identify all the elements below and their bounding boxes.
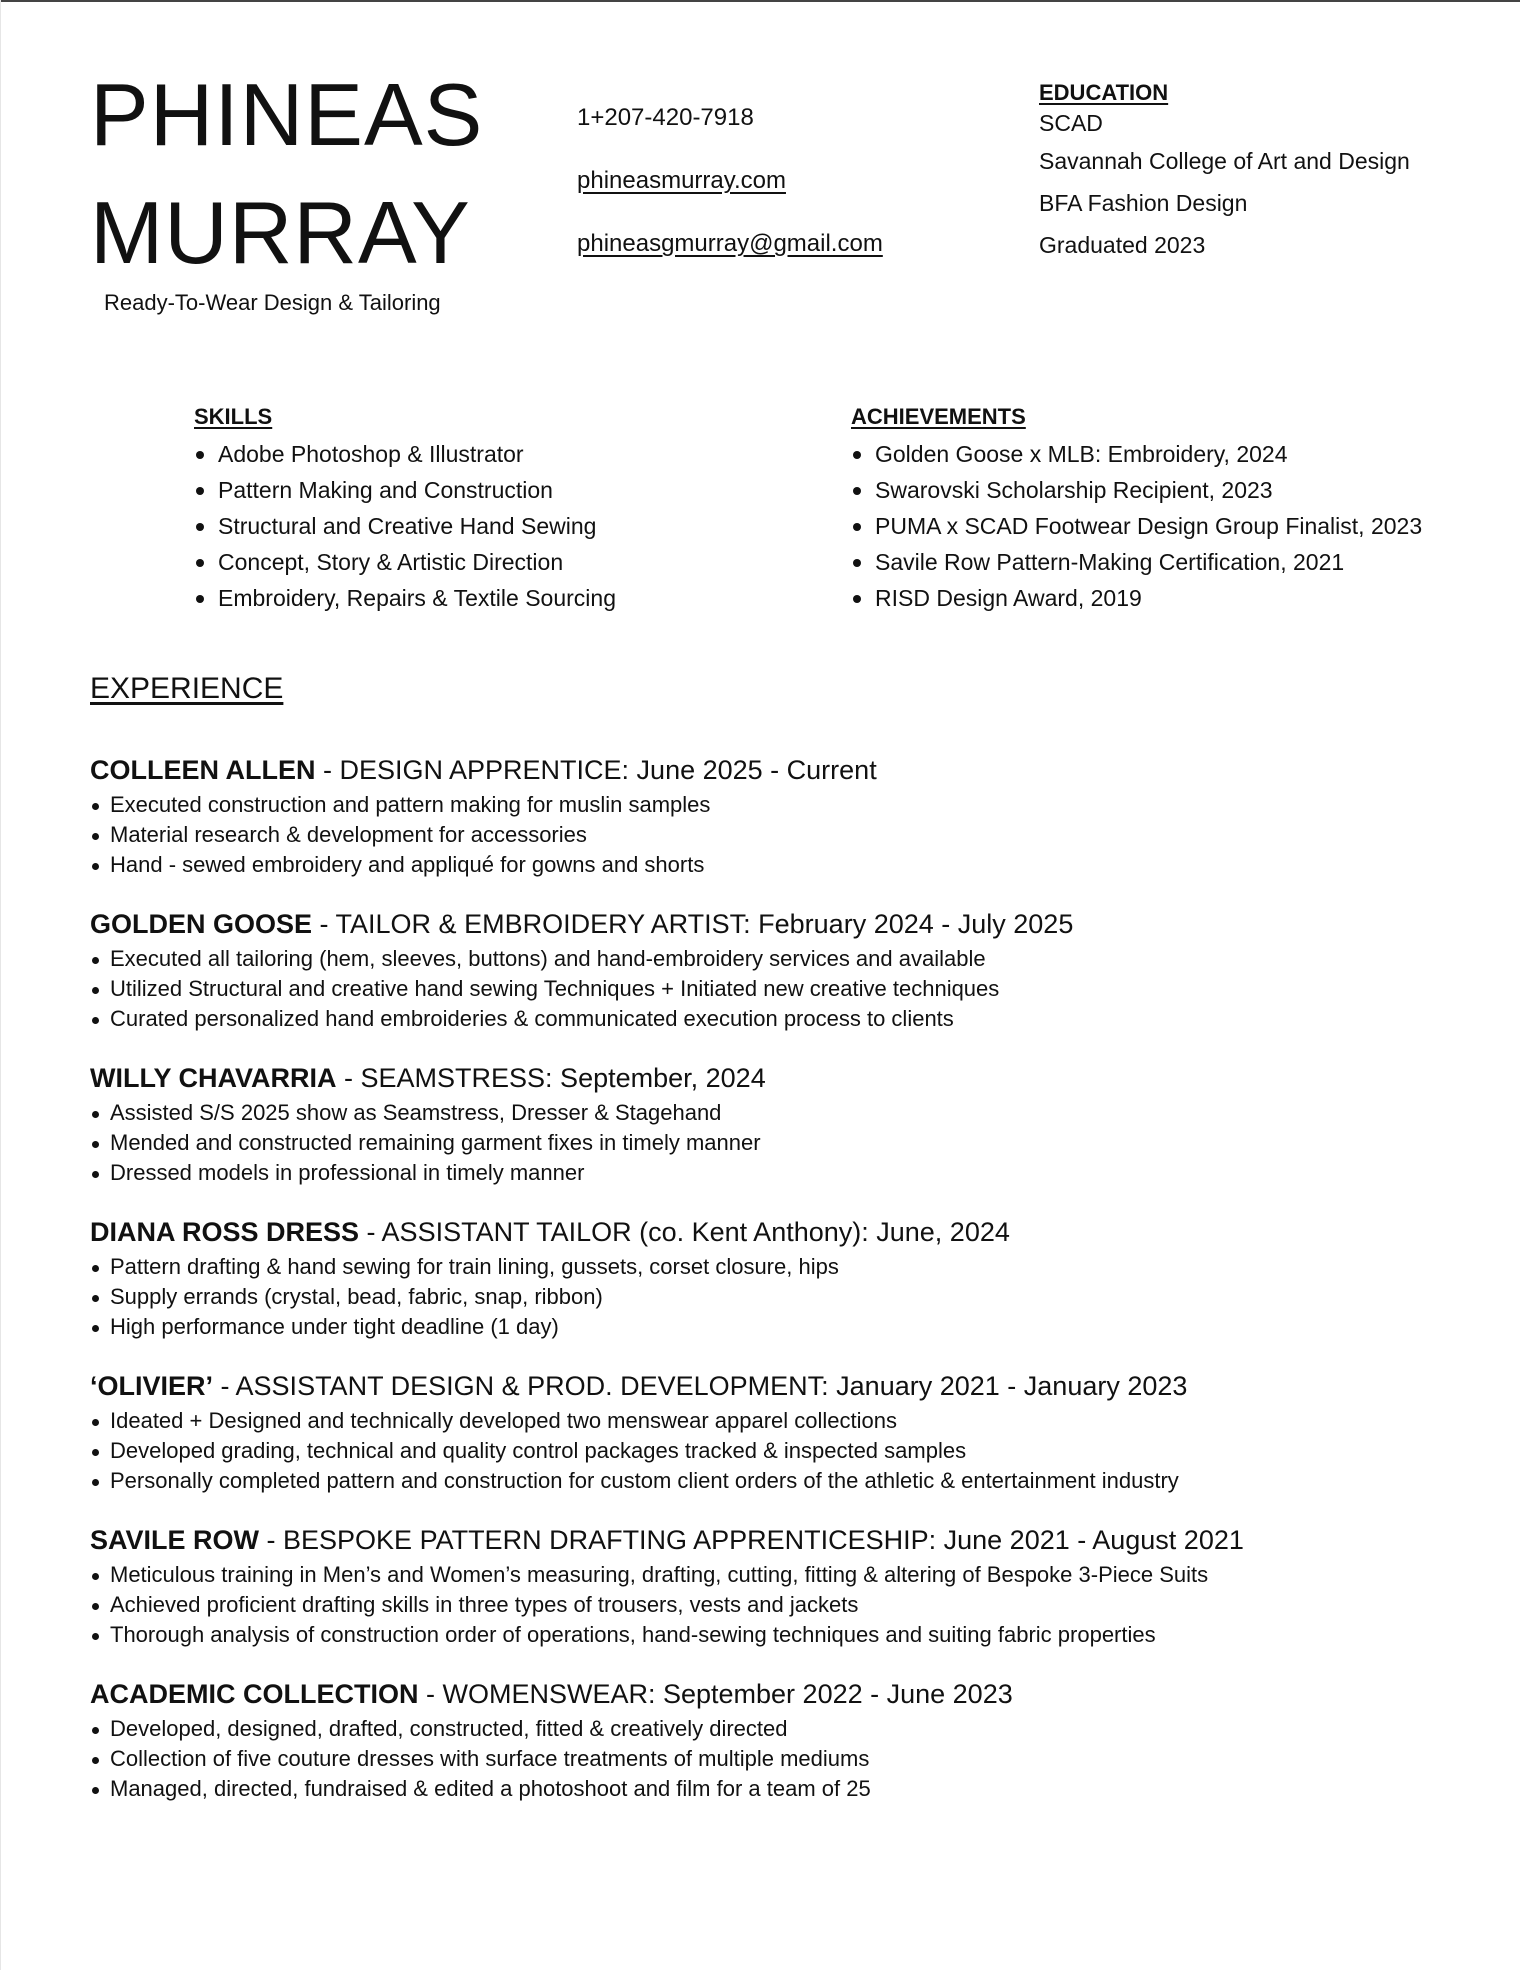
experience-heading: EXPERIENCE: [90, 672, 284, 705]
job-bullet: Meticulous training in Men’s and Women’s measuring, drafting, cutting, fitting & altering of Bespoke 3-Piece Suits: [90, 1560, 1470, 1590]
job-bullet: Achieved proficient drafting skills in three types of trousers, vests and jackets: [90, 1590, 1470, 1620]
achievement-item: Savile Row Pattern-Making Certification, 2021: [851, 544, 1422, 580]
job-header: [90, 1212, 1470, 1252]
candidate-name: [90, 56, 483, 292]
achievement-item: PUMA x SCAD Footwear Design Group Finalist, 2023: [851, 508, 1422, 544]
education-line: Savannah College of Art and Design: [1039, 148, 1410, 174]
page-top-border: [0, 0, 1520, 2]
page-left-border: [0, 0, 1, 1970]
job-role: - SEAMSTRESS: September, 2024: [336, 1063, 766, 1093]
skills-heading: SKILLS: [194, 404, 273, 429]
job-entry: [90, 750, 1470, 880]
phone-number: 1+207-420-7918: [577, 104, 754, 131]
job-header: [90, 750, 1470, 790]
job-entry: [90, 1674, 1470, 1804]
job-bullet: Executed all tailoring (hem, sleeves, buttons) and hand-embroidery services and available: [90, 944, 1470, 974]
job-bullet: Developed grading, technical and quality control packages tracked & inspected samples: [90, 1436, 1470, 1466]
skills-section: [194, 404, 616, 616]
education-section: [1039, 80, 1410, 266]
job-entry: [90, 1212, 1470, 1342]
job-bullet: Curated personalized hand embroideries & communicated execution process to clients: [90, 1004, 1470, 1034]
job-employer: COLLEEN ALLEN: [90, 755, 316, 785]
job-employer: GOLDEN GOOSE: [90, 909, 313, 939]
job-header: [90, 1674, 1470, 1714]
job-role: - TAILOR & EMBROIDERY ARTIST: February 2024 - July 2025: [312, 909, 1074, 939]
skill-item: Adobe Photoshop & Illustrator: [194, 436, 616, 472]
job-employer: ‘OLIVIER’: [90, 1371, 214, 1401]
experience-list: [90, 750, 1470, 1828]
job-role: - WOMENSWEAR: September 2022 - June 2023: [418, 1679, 1013, 1709]
achievement-item: Golden Goose x MLB: Embroidery, 2024: [851, 436, 1422, 472]
job-bullet: Hand - sewed embroidery and appliqué for gowns and shorts: [90, 850, 1470, 880]
job-entry: [90, 1366, 1470, 1496]
job-header: [90, 1058, 1470, 1098]
education-heading: EDUCATION: [1039, 80, 1169, 105]
job-bullet: Developed, designed, drafted, constructed, fitted & creatively directed: [90, 1714, 1470, 1744]
skill-item: Pattern Making and Construction: [194, 472, 616, 508]
job-header: [90, 1366, 1470, 1406]
job-bullet: Pattern drafting & hand sewing for train lining, gussets, corset closure, hips: [90, 1252, 1470, 1282]
website-link[interactable]: phineasmurray.com: [577, 167, 786, 194]
job-bullet: High performance under tight deadline (1 day): [90, 1312, 1470, 1342]
job-header: [90, 904, 1470, 944]
job-employer: WILLY CHAVARRIA: [90, 1063, 337, 1093]
skill-item: Structural and Creative Hand Sewing: [194, 508, 616, 544]
job-bullet: Assisted S/S 2025 show as Seamstress, Dresser & Stagehand: [90, 1098, 1470, 1128]
job-bullet: Executed construction and pattern making for muslin samples: [90, 790, 1470, 820]
job-role: - DESIGN APPRENTICE: June 2025 - Current: [315, 755, 877, 785]
achievement-item: Swarovski Scholarship Recipient, 2023: [851, 472, 1422, 508]
job-header: [90, 1520, 1470, 1560]
job-bullet: Mended and constructed remaining garment fixes in timely manner: [90, 1128, 1470, 1158]
first-name: PHINEAS: [90, 65, 484, 164]
job-bullet: Collection of five couture dresses with surface treatments of multiple mediums: [90, 1744, 1470, 1774]
job-employer: DIANA ROSS DRESS: [90, 1217, 360, 1247]
job-bullet: Ideated + Designed and technically developed two menswear apparel collections: [90, 1406, 1470, 1436]
contact-block: [577, 104, 883, 293]
skill-item: Embroidery, Repairs & Textile Sourcing: [194, 580, 616, 616]
email-link[interactable]: phineasgmurray@gmail.com: [577, 230, 883, 257]
job-bullet: Material research & development for accessories: [90, 820, 1470, 850]
achievements-heading: ACHIEVEMENTS: [851, 404, 1026, 429]
last-name: MURRAY: [90, 183, 471, 282]
achievements-list: [851, 436, 1422, 616]
job-role: - ASSISTANT DESIGN & PROD. DEVELOPMENT: January 2021 - January 2023: [213, 1371, 1188, 1401]
skills-list: [194, 436, 616, 616]
job-bullet: Thorough analysis of construction order of operations, hand-sewing techniques and suiting fabric properties: [90, 1620, 1470, 1650]
job-role: - BESPOKE PATTERN DRAFTING APPRENTICESHIP: June 2021 - August 2021: [259, 1525, 1244, 1555]
skill-item: Concept, Story & Artistic Direction: [194, 544, 616, 580]
job-role: - ASSISTANT TAILOR (co. Kent Anthony): June, 2024: [359, 1217, 1010, 1247]
education-line: Graduated 2023: [1039, 232, 1206, 258]
education-line: BFA Fashion Design: [1039, 190, 1248, 216]
job-entry: [90, 1058, 1470, 1188]
achievement-item: RISD Design Award, 2019: [851, 580, 1422, 616]
job-bullet: Utilized Structural and creative hand sewing Techniques + Initiated new creative techniques: [90, 974, 1470, 1004]
candidate-subtitle: Ready-To-Wear Design & Tailoring: [104, 290, 441, 315]
job-employer: SAVILE ROW: [90, 1525, 260, 1555]
job-bullet: Supply errands (crystal, bead, fabric, snap, ribbon): [90, 1282, 1470, 1312]
job-bullet: Managed, directed, fundraised & edited a photoshoot and film for a team of 25: [90, 1774, 1470, 1804]
job-entry: [90, 904, 1470, 1034]
education-line: SCAD: [1039, 110, 1103, 136]
achievements-section: [851, 404, 1422, 616]
job-bullet: Dressed models in professional in timely manner: [90, 1158, 1470, 1188]
job-employer: ACADEMIC COLLECTION: [90, 1679, 419, 1709]
job-bullet: Personally completed pattern and construction for custom client orders of the athletic & entertainment industry: [90, 1466, 1470, 1496]
job-entry: [90, 1520, 1470, 1650]
